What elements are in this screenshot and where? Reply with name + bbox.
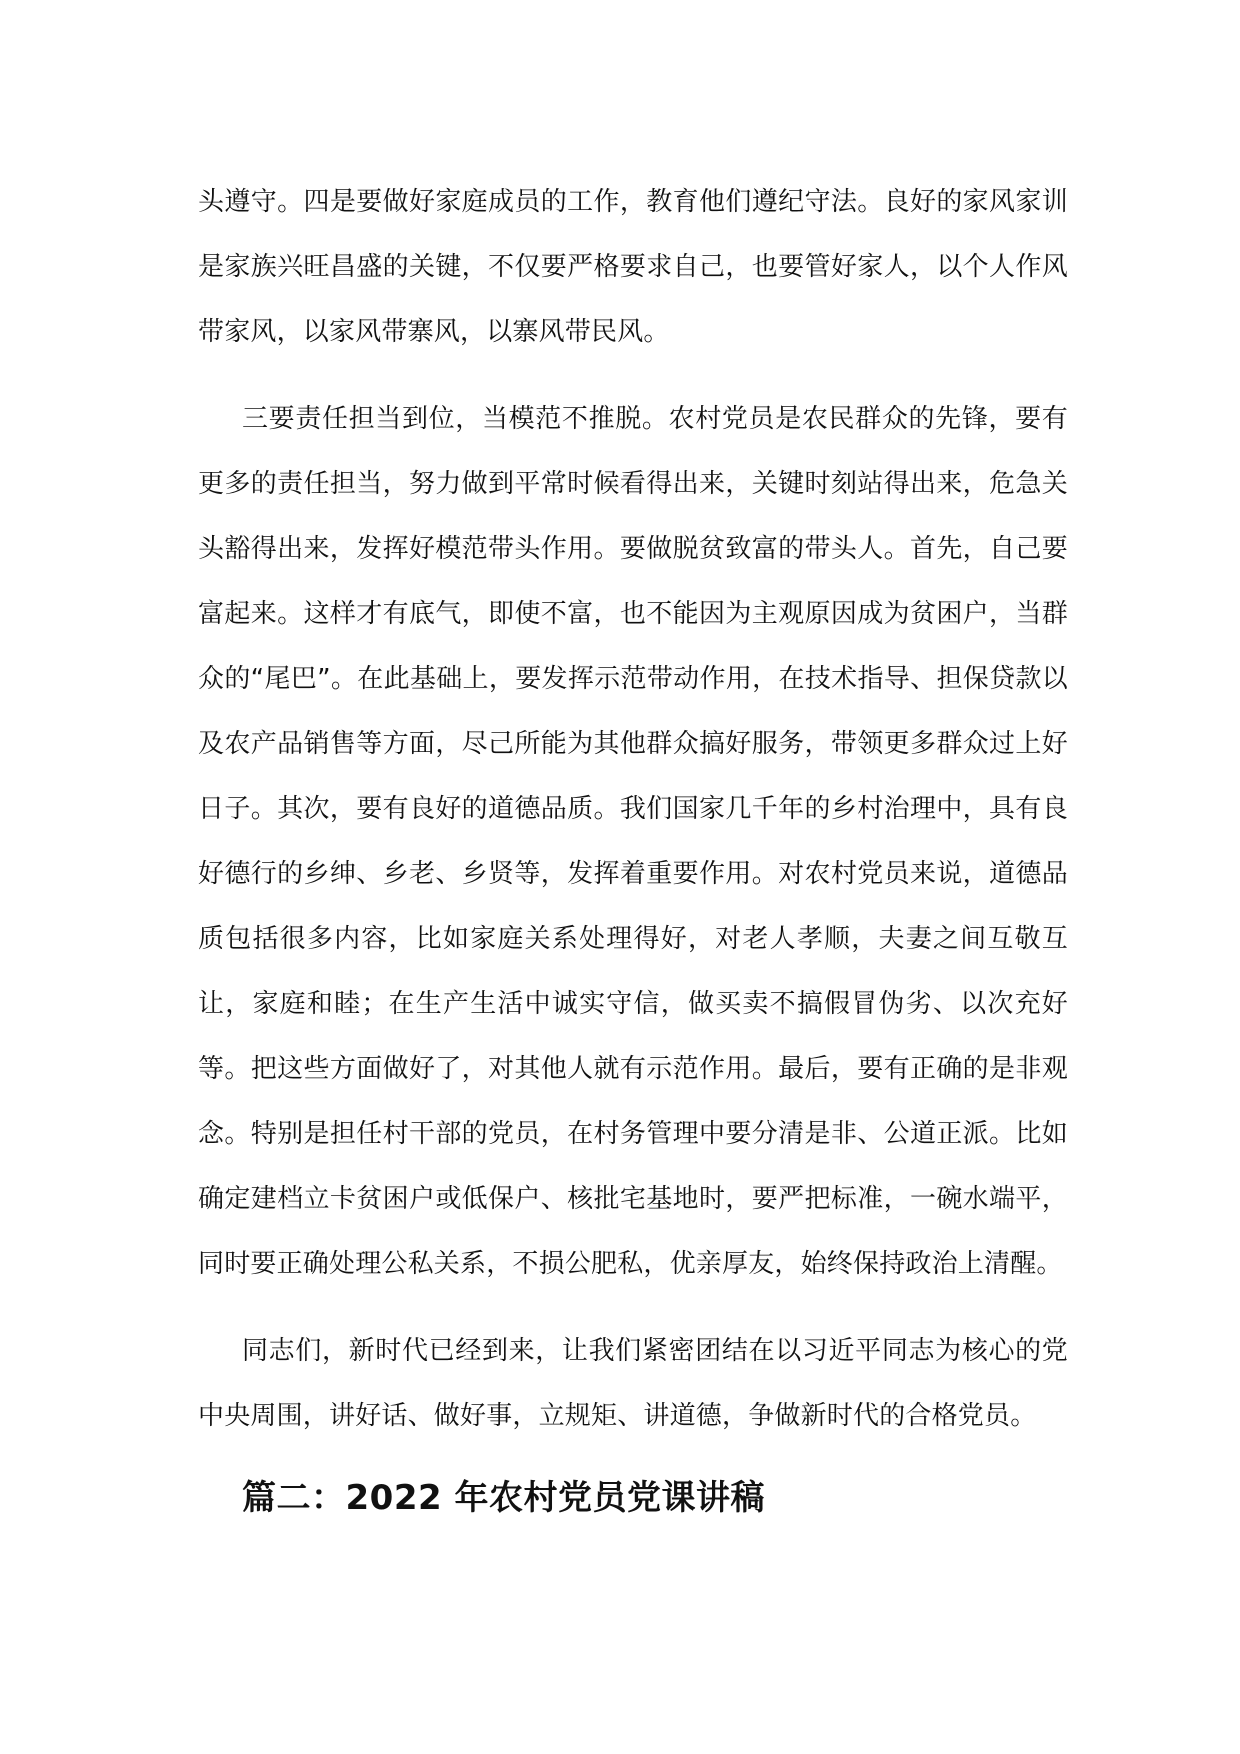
paragraph-conclusion: 同志们，新时代已经到来，让我们紧密团结在以习近平同志为核心的党中央周围，讲好话、做好事，立规矩、讲道德，争做新时代的合格党员。 — [198, 1336, 1068, 1431]
document-body — [198, 170, 1068, 1449]
paragraph-family-discipline: 头遵守。四是要做好家庭成员的工作，教育他们遵纪守法。良好的家风家训是家族兴旺昌盛的关键，不仅要严格要求自己，也要管好家人，以个人作风带家风，以家风带寨风，以寨风带民风。 — [198, 187, 1068, 347]
section-heading: 篇二：2022 年农村党员党课讲稿 — [242, 1478, 765, 1518]
paragraph-responsibility: 三要责任担当到位，当模范不推脱。农村党员是农民群众的先锋，要有更多的责任担当，努力做到平常时候看得出来，关键时刻站得出来，危急关头豁得出来，发挥好模范带头作用。要做脱贫致富的带头人。首先，自己要富起来。这样才有底气，即使不富，也不能因为主观原因成为贫困户，当群众的“尾巴”。在此基础上，要发挥示范带动作用，在技术指导、担保贷款以及农产品销售等方面，尽己所能为其他群众搞好服务，带领更多群众过上好日子。其次，要有良好的道德品质。我们国家几千年的乡村治理中，具有良好德行的乡绅、乡老、乡贤等，发挥着重要作用。对农村党员来说，道德品质包括很多内容，比如家庭关系处理得好，对老人孝顺，夫妻之间互敬互让，家庭和睦；在生产生活中诚实守信，做买卖不搞假冒伪劣、以次充好等。把这些方面做好了，对其他人就有示范作用。最后，要有正确的是非观念。特别是担任村干部的党员，在村务管理中要分清是非、公道正派。比如确定建档立卡贫困户或低保户、核批宅基地时，要严把标准，一碗水端平，同时要正确处理公私关系，不损公肥私，优亲厚友，始终保持政治上清醒。 — [198, 404, 1068, 1279]
